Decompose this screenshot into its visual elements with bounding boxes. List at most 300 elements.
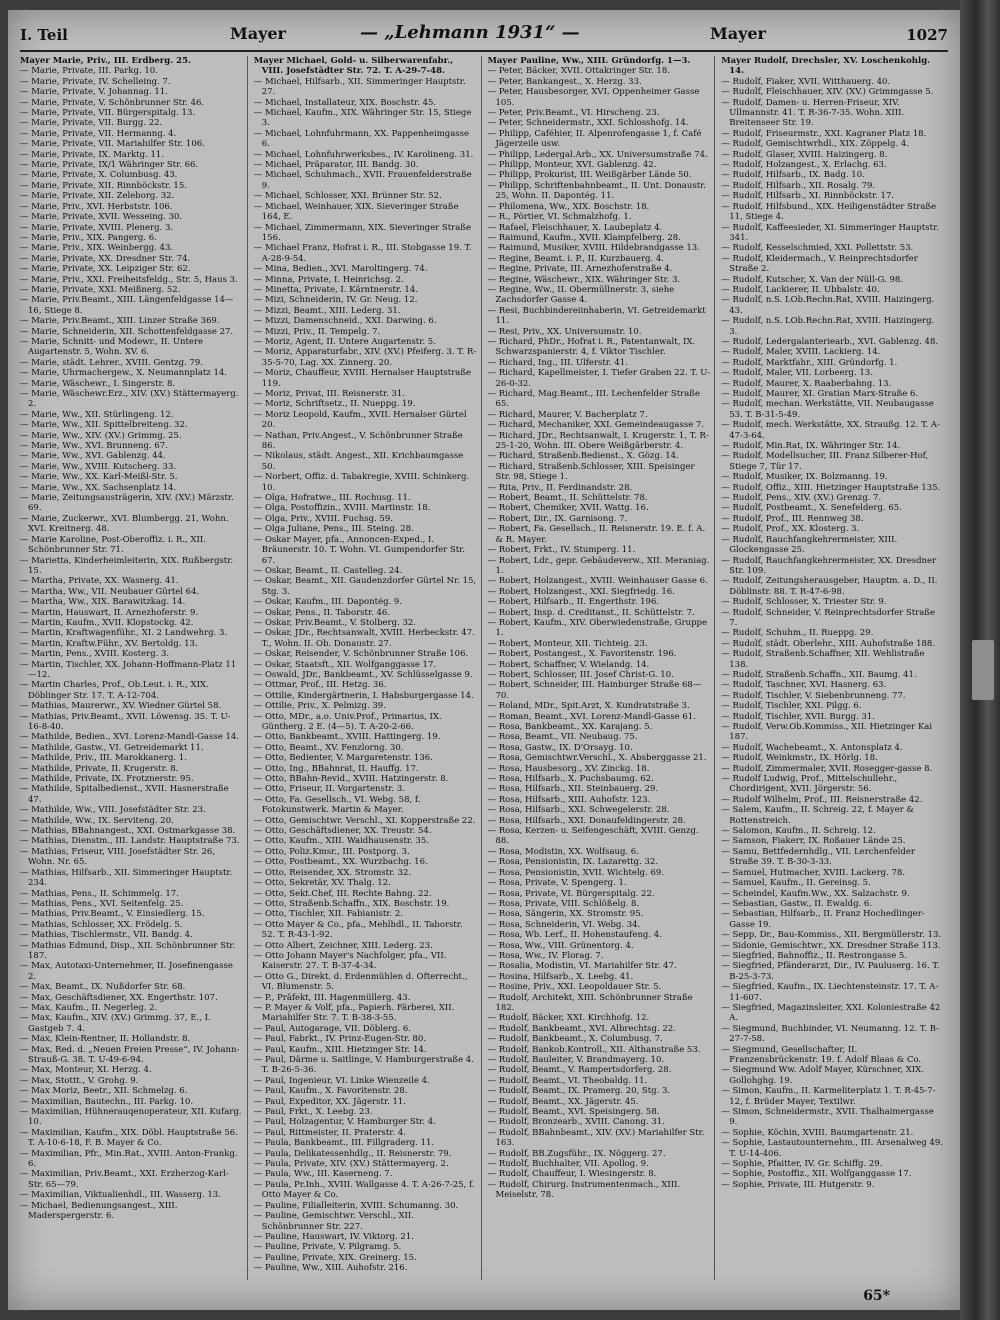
directory-entry: — Mathilde, Ww., IX. Serviteng. 20. <box>20 815 174 826</box>
directory-entry: — Mizzi, Damenschneid., XXI. Darwing. 6. <box>253 316 437 327</box>
directory-entry: — Robert, Dir., IX. Garnisong. 7. <box>487 513 628 524</box>
directory-entry: — Oskar, Beamt., XII. Gaudenzdorfer Gürtel Nr. 15, Stg. 3. <box>253 576 477 597</box>
directory-entry: — Rosine, Priv., XXI. Leopoldauer Str. 5. <box>487 982 662 993</box>
directory-entry: — Rudolf, Verw.Ob.Kommiss., XII. Hietzinger Kai 187. <box>721 722 933 743</box>
directory-entry: — Pauline, Ww., XIII. Auhofstr. 216. <box>253 1263 408 1274</box>
directory-entry: — Marie, Private, IV. Schelleing. 7. <box>20 76 171 87</box>
directory-entry: — P. Mayer & Volf, pfa., Papierh. Färberei, XII. Mariahilfer Str. 7. T. B-38-3-55. <box>253 1002 455 1024</box>
directory-entry: — Samuel, Kaufm., II. Gereinsg. 5. <box>721 878 871 889</box>
directory-entry: — Rudolf, Hilfsbund., XIX. Heiligenstädter Straße 11, Stiege 4. <box>721 201 937 223</box>
directory-entry: — Pauline, Filialleiterin, XVIII. Schumanng. 30. <box>253 1200 459 1211</box>
directory-entry: — Moriz, Agent, II. Untere Augartenstr. 5. <box>253 336 436 347</box>
directory-entry: — Resi, Buchbindereiinhaberin, VI. Getreidemarkt 11. <box>487 305 706 327</box>
directory-entry: — Peter, Priv.Beamt., VI. Hirscheng. 23. <box>487 108 660 119</box>
directory-entry: — Marie, Private, XXI. Meißnerg. 52. <box>20 284 181 295</box>
directory-entry: — Rudolf, Buchhalter, VII. Apollog. 9. <box>487 1159 649 1170</box>
directory-entry: — Marie, Private, VII. Burgg. 22. <box>20 118 163 129</box>
directory-entry: — Marie, Private, III. Parkg. 10. <box>20 66 158 77</box>
directory-entry: — Mathilde, Private, IX. Frotznerstr. 95. <box>20 774 194 785</box>
directory-entry: — Roland, MDr., Spit.Arzt, X. Kundratstraße 3. <box>487 701 690 712</box>
directory-entry: — Rita, Priv., II. Ferdinandstr. 28. <box>487 482 633 493</box>
directory-entry: — Mathilde, Priv., III. Marokkanerg. 1. <box>20 753 187 764</box>
directory-entry: — Siegmund, Buchbinder, VI. Neumanng. 12. T. B-27-7-58. <box>721 1023 939 1045</box>
header-rule <box>20 50 948 52</box>
directory-entry: — Rosa, Sängerin, XX. Stromstr. 95. <box>487 909 644 920</box>
directory-entry: — Paul, Ingenieur, VI. Linke Wienzeile 4. <box>253 1075 430 1086</box>
directory-entry: — Mathias, Priv.Beamt., XVII. Löwensg. 35. T. U-16-8-40. <box>20 711 231 732</box>
directory-entry: — Michael, Zimmermann, XIX. Sieveringer Straße 156. <box>253 222 471 243</box>
directory-entry: — Robert, Chemiker, XVII. Wattg. 16. <box>487 503 649 514</box>
directory-entry: — Marie, Ww., XVI. Brunneng. 67. <box>20 441 168 452</box>
directory-entry: — Rosa, Pensionistin, XVII. Wichtelg. 69. <box>487 867 665 878</box>
directory-entry: — Max, Monteur, XI. Herzg. 4. <box>20 1065 152 1076</box>
directory-entry: — Otto, Geschäftsdiener, XX. Treustr. 54. <box>253 826 432 837</box>
directory-entry: Mayer Pauline, Ww., XIII. Gründorfg. 1—3. <box>487 56 691 66</box>
directory-entry: — Otto, Friseur, II. Vorgartenstr. 3. <box>253 784 405 795</box>
directory-entry: — Marie, Private, XVII. Wesseing. 30. <box>20 212 183 223</box>
directory-entry: — Marie, Private, VII. Bürgerspitalg. 13. <box>20 108 196 119</box>
directory-entry: — Rudolf, Pens., XIV. (XV.) Grenzg. 7. <box>721 493 882 504</box>
directory-entry: — Martin, Pens., XVIII. Kosterg. 3. <box>20 649 170 660</box>
directory-entry: — Oskar, Beamt., II. Castelleg. 24. <box>253 565 403 576</box>
directory-entry: — Philipp, Ledergal.Arb., XX. Universumstraße 74. <box>487 149 708 160</box>
directory-entry: — Otto Johann Mayer's Nachfolger, pfa., VII. Kaiserstr. 27. T. B-37-4-34. <box>253 950 447 972</box>
directory-entry: — Rosa, Pensionistin, IX. Lazarettg. 32. <box>487 857 659 868</box>
directory-entry: — Marie, Private, XII. Zeleborg. 32. <box>20 191 175 202</box>
directory-entry: — Philipp, Monteur, XVI. Gablenzg. 42. <box>487 160 657 171</box>
directory-entry: — Richard, Straßenb.Bedienst., X. Gözg. 14. <box>487 451 679 462</box>
directory-entry: — Marie, Priv., XIX. Weinbergg. 43. <box>20 243 174 254</box>
directory-entry: — Salomon, Kaufm., II. Schreig. 12. <box>721 826 876 837</box>
directory-entry: — Rudolf, städt. Oberlehr., XIII. Auhofstraße 188. <box>721 638 936 649</box>
directory-entry: — Rudolf, Schneider, V. Reinprechtsdorfer Straße 7. <box>721 607 936 628</box>
directory-entry: — Robert, Fa. Gesellsch., II. Reisnerstr. 19. E. f. A. & R. Mayer. <box>487 524 706 545</box>
directory-entry: — Oskar, Staatsft., XII. Wolfganggasse 17. <box>253 659 437 670</box>
directory-entry: — Simon, Schneidermstr., XVII. Thalhaimergasse 9. <box>721 1107 934 1128</box>
directory-entry: — Richard, Kapellmeister, I. Tiefer Graben 22. T. U-26-0-32. <box>487 368 711 389</box>
directory-entry: — Rosa, Hilfsarb., XXI. Donaufeldingerstr. 28. <box>487 815 686 826</box>
directory-entry: — Nathan, Priv.Angest., V. Schönbrunner Straße 86. <box>253 430 463 452</box>
directory-title: — „Lehmann 1931“ — <box>360 22 580 43</box>
directory-entry: — Oskar, Priv.Beamt., V. Stolberg. 32. <box>253 617 416 628</box>
directory-entry: — Rudolf, Chauffeur, I. Wiesingerstr. 8. <box>487 1169 657 1180</box>
directory-entry: — Marie, Private, XX. Leipziger Str. 62. <box>20 264 191 275</box>
directory-entry: — Ottmar, Prof., III. Hetzg. 36. <box>253 680 387 691</box>
directory-entry: — Robert, Holzangest., XXI. Siegfriedg. 16. <box>487 586 675 597</box>
directory-entry: — Marie, Priv., XXI. Freiheitsfeldg., Str. 5, Haus 3. <box>20 274 238 285</box>
directory-entry: — Robert, Postangest., X. Favoritenstr. 196. <box>487 649 677 660</box>
directory-entry: — Sophie, Private, III. Hutgerstr. 9. <box>721 1179 875 1190</box>
directory-entry: — Rudolf, Straßenb.Schaffn., XII. Baumg. 41. <box>721 669 917 680</box>
directory-entry: — Richard, Mechaniker, XXI. Gemeindeaugasse 7. <box>487 420 705 431</box>
directory-entry: — Marie, Uhrmachergew., X. Neumannplatz 14. <box>20 368 228 379</box>
directory-entry: — Mathilde, Bedien., XVI. Lorenz-Mandl-Gasse 14. <box>20 732 239 743</box>
directory-entry: — Maximilian, Hühnerauqenoperateur, XII. Kufarg. 10. <box>20 1107 242 1128</box>
directory-entry: — Otto, Poliz.Kmsr., III. Postporg. 3. <box>253 846 410 857</box>
directory-entry: — Mathias, Priv.Beamt., V. Einsiedlerg. 15. <box>20 909 205 920</box>
directory-entry: — Samson, Fiakerr, IX. Roßauer Lände 25. <box>721 836 906 847</box>
directory-entry: — Marie, Ww., XX. Karl-Meißl-Str. 5. <box>20 472 178 483</box>
directory-entry: — Paul, Expeditor, XX. Jägerstr. 11. <box>253 1096 406 1107</box>
directory-entry: — Paul, Därme u. Saitlinge, V. Hamburgerstraße 4. T. B-26-5-36. <box>253 1055 474 1076</box>
directory-entry: — Martin, Tischler, XX. Johann-Hoffmann-Platz 11—12. <box>20 659 237 680</box>
directory-entry: — Siegfried, Bahnoffiz., II. Restrongasse 5. <box>721 950 908 961</box>
directory-entry: — Sophie, Lastautounternehm., III. Arsenalweg 49. T. U-14-406. <box>721 1138 943 1159</box>
directory-entry: — Rudolf, Beamt., IX. Pramerg. 20, Stg. 3. <box>487 1086 671 1097</box>
directory-entry: — Robert, Frkt., IV. Stumperg. 11. <box>487 545 636 556</box>
directory-entry: — Paula, Private, XIV. (XV.) Stättermayerg. 2. <box>253 1159 449 1170</box>
directory-entry: — Mathias, Hilfsarb., XII. Simmeringer Hauptstr. 234. <box>20 867 233 889</box>
directory-entry: — Rudolf, Bankbeamt., X. Columbusg. 7. <box>487 1034 663 1045</box>
directory-entry: — Otto, Kaufm., XIII. Waidhausenstr. 35. <box>253 836 429 847</box>
directory-entry: — Rudolf, Hilfsarb., XII. Rosalg. 79. <box>721 180 876 191</box>
directory-entry: — Oskar, Kaufm., III. Dapontég. 9. <box>253 597 403 608</box>
directory-entry: — Peter, Schneidermstr., XXI. Schlosshofg. 14. <box>487 118 689 129</box>
directory-entry: — Michael, Schuhmach., XVII. Frauenfelderstraße 9. <box>253 170 472 191</box>
entry-columns <box>20 56 948 1280</box>
directory-entry: — Marie, Ww., XII. Stürlingeng. 12. <box>20 409 174 420</box>
directory-entry: — Michael, Hilfsarb., XII. Simmeringer Hauptstr. 27. <box>253 76 466 98</box>
directory-entry: — Max, Klein-Rentner, II. Hollandstr. 8. <box>20 1034 191 1045</box>
directory-entry: — Marie, Priv.Beamt., XIII. Längenfeldgasse 14—16, Stiege 8. <box>20 295 234 316</box>
directory-entry: — R., Pörtier, VI. Schmalzhofg. 1. <box>487 212 632 223</box>
directory-entry: — Rosina, Hilfsarb., X. Leebg. 41. <box>487 971 634 982</box>
directory-entry: — Rudolf, Lackierer, II. Ubbalstr. 40. <box>721 284 880 295</box>
directory-entry: — Siegfried, Magazinsleiter, XXI. Koloniestraße 42 A. <box>721 1002 941 1024</box>
directory-entry: — Rudolf, Gemischtwrhdl., XIX. Zöppelg. 4. <box>721 139 910 150</box>
directory-entry: — Pauline, Gemischtwr. Verschl., XII. Schönbrunner Str. 227. <box>253 1211 414 1232</box>
directory-entry: — Marie, Private, X. Columbusg. 43. <box>20 170 178 181</box>
directory-entry: — Martha, Ww., VII. Neubauer Gürtel 64. <box>20 586 200 597</box>
directory-entry: — Regine, Beamt. i. P., II. Kurzbauerg. 4. <box>487 253 664 264</box>
directory-entry: — Mizi, Schneiderin, IV. Gr. Neug. 12. <box>253 295 418 306</box>
column-4 <box>721 56 948 1280</box>
directory-entry: — Robert, Hilfsarb., II. Engerthstr. 196. <box>487 597 660 608</box>
directory-entry: — Otto, Bedienter, V. Margaretenstr. 136. <box>253 753 433 764</box>
directory-entry: — Raimund, Kaufm., XVII. Klampfelberg. 28. <box>487 232 681 243</box>
directory-entry: — Mathias, Maurerwr., XV. Wiedner Gürtel 58. <box>20 701 222 712</box>
directory-entry: — Rudolf, Bankob.Kontroll., XII. Althanstraße 53. <box>487 1044 701 1055</box>
column-3 <box>488 56 716 1280</box>
directory-entry: — Mathias, Schlosser, XX. Frödelg. 5. <box>20 919 183 930</box>
directory-entry: — Rudolf, Bauleiter, V. Brandmayerg. 10. <box>487 1055 665 1065</box>
directory-entry: — Pauline, Private, V. Pilgramg. 5. <box>253 1242 402 1253</box>
directory-entry: — Max, Red. d. „Neuen Freien Presse“, IV. Johann-Strauß-G. 38. T. U-49-6-94. <box>20 1044 240 1065</box>
directory-entry: — Rudolf, Maurer, XI. Gratian Marx-Straße 6. <box>721 389 919 399</box>
directory-entry: — Rudolf, Beamt., VI. Theobaldg. 11. <box>487 1075 648 1086</box>
directory-entry: — Otto, BBahn-Revid., XVIII. Hatzingerstr. 8. <box>253 774 449 785</box>
directory-entry: — Rudolf, Zimmermaler, XVII. Rosegger-gasse 8. <box>721 763 933 774</box>
directory-entry: — Rudolf, Zeitungsherausgeber, Hauptm. a. D., II. Döblinstr. 88. T. R-47-6-98. <box>721 576 938 597</box>
directory-entry: — Robert, Kaufm., XIV. Oberwiedenstraße, Gruppe 1. <box>487 617 707 639</box>
directory-entry: — Rudolf, Wachebeamt., X. Antonsplatz 4. <box>721 742 903 753</box>
directory-entry: — Olga, Priv., XVIII. Fuchsg. 59. <box>253 513 393 524</box>
directory-entry: — Mathilde, Private, II. Krugerstr. 8. <box>20 763 179 774</box>
directory-entry: — Rosa, Ww., VIII. Grünentorg. 4. <box>487 940 634 951</box>
directory-entry: — Mathias, Dienstm., III. Landstr. Hauptstraße 73. <box>20 836 240 847</box>
page-number: 1027 <box>906 26 948 44</box>
directory-entry: — Otto, Sekt.Chef, III. Rechte Bahng. 22. <box>253 888 432 899</box>
directory-entry: — Paul, Kaufm., X. Favoritenstr. 28. <box>253 1086 408 1097</box>
directory-entry: — Rudolf, Offiz., XIII. Hietzinger Hauptstraße 135. <box>721 482 941 493</box>
directory-entry: — Rudolf, mech. Werkstätte, XX. Straußg. 12. T. A-47-3-64. <box>721 420 940 441</box>
directory-entry: — Marie, Wäschewr.Erz., XIV. (XV.) Stättermayerg. 2. <box>20 389 239 410</box>
directory-entry: — Rudolf, Tischler, V. Siebenbrunneng. 77. <box>721 690 906 701</box>
directory-entry: — Richard, Ing., III. Ulferstr. 41. <box>487 357 628 368</box>
directory-entry: — Robert, Schneider, III. Hainburger Straße 68—70. <box>487 680 702 701</box>
directory-entry: — Michael, Weinhauer, XIX. Sieveringer Straße 164, E. <box>253 201 459 223</box>
directory-entry: — Rudolf Wilhelm, Prof., III. Reisnerstraße 42. <box>721 794 923 805</box>
directory-entry: — Marie, Ww., XII. Spittelbreiteng. 32. <box>20 420 188 431</box>
directory-entry: — Marie, Zuckerwr., XVI. Blumbergg. 21, Wohn. XVI. Kreitnerg. 48. <box>20 513 229 535</box>
directory-entry: — Max Moriz, Beetr., XII. Schmelzg. 6. <box>20 1086 188 1097</box>
directory-entry: — Raimund, Musiker, XVIII. Hildebrandgasse 13. <box>487 243 700 254</box>
directory-entry: — Rosa, Schneiderin, VI. Webg. 34. <box>487 919 641 930</box>
directory-entry: — Marie, Private, XVIII. Plenerg. 3. <box>20 222 174 233</box>
directory-entry: — Peter, Bankangest., X. Herzg. 33. <box>487 76 642 87</box>
directory-entry: — Ottilie, Kindergärtnerin, I. Habsburgergasse 14. <box>253 690 474 701</box>
directory-entry: — Peter, Hausbesorger, XVI. Oppenheimer Gasse 105. <box>487 87 700 108</box>
directory-entry: — Minna, Private, I. Heinrichsg. 2. <box>253 274 404 285</box>
directory-entry: — Max, Kaufm., II. Negerleg. 2. <box>20 1002 158 1013</box>
directory-entry: — Minetta, Private, I. Kärntnerstr. 14. <box>253 284 418 295</box>
directory-entry: — Robert, Beamt., II. Schüttelstr. 78. <box>487 493 648 504</box>
directory-entry: — Moriz, Privat, III. Reisnerstr. 31. <box>253 389 406 399</box>
directory-entry: — Oskar, Reisender, V. Schönbrunner Straße 106. <box>253 649 469 660</box>
directory-entry: — Martin, Kaufm., XVII. Klopstockg. 42. <box>20 617 194 628</box>
directory-entry: — Robert, Schaffner, V. Wielandg. 14. <box>487 659 650 670</box>
directory-entry: — Rosa, Private, VI. Bürgerspitalg. 22. <box>487 888 655 899</box>
directory-entry: — Rudolf, Kutscher, X. Van der Nüll-G. 98. <box>721 274 903 285</box>
directory-entry: — Mizzi, Beamt., XIII. Lederg. 31. <box>253 305 401 316</box>
directory-entry: — Rudolf, n.S. LOb.Rechn.Rat, XVIII. Haizingerg. 43. <box>721 295 935 316</box>
directory-entry: — Marie, Private, IX. Marktg. 11. <box>20 149 164 160</box>
directory-entry: — Philipp, Prokurist, III. Weißgärber Lände 50. <box>487 170 692 181</box>
directory-entry: — Richard, Straßenb.Schlosser, XIII. Speisinger Str. 98, Stiege 1. <box>487 461 695 483</box>
directory-entry: — Otto G., Direkt. d. Erdenmühlen d. Ofterrecht., VI. Blumenstr. 5. <box>253 971 468 993</box>
directory-entry: — Marie, Ww., XX. Sachsenplatz 14. <box>20 482 177 493</box>
directory-entry: — Siegfried, Pfänderarzt, Dir., IV. Pauluserg. 16. T. B-25-3-73. <box>721 961 940 982</box>
directory-entry: — Rudolf, n.S. LOb.Rechn.Rat, XVIII. Haizingerg. 3. <box>721 316 935 337</box>
directory-entry: — Max, Autotaxi-Unternehmer, II. Josefinengasse 2. <box>20 961 233 982</box>
directory-entry: — Max, Stottt., V. Grohg. 9. <box>20 1075 139 1086</box>
directory-entry: — Rudolf, mechan. Werkstätte, VII. Neubaugasse 53. T. B-31-5-49. <box>721 399 934 420</box>
directory-entry: Mayer Rudolf, Drechsler, XV. Loschenkohlg. 14. <box>721 56 931 77</box>
directory-entry: — Otto, Postbeamt., XX. Wurzbachg. 16. <box>253 857 428 868</box>
directory-entry: — Martin, Hauswart, II. Arnezhoferstr. 9. <box>20 607 199 618</box>
directory-entry: — Maximilian, Kaufm., XIX. Döbl. Hauptstraße 56. T. A-10-6-18, F. B. Mayer & Co. <box>20 1127 238 1149</box>
directory-entry: — Oskar Mayer, pfa., Annoncen-Exped., I. Bräunerstr. 10. T. Wohn. VI. Gumpendorfer Str. 67. <box>253 534 465 566</box>
directory-entry: — Philomena, Ww., XIX. Boschstr. 18. <box>487 201 650 212</box>
directory-entry: — Otto, Fa. Gesellsch., VI. Webg. 58, f. Fotokunstwerk. Martin & Mayer. <box>253 794 421 816</box>
directory-entry: — Marie, Private, IX/1 Währinger Str. 66. <box>20 160 199 171</box>
directory-entry: — Rosa, Beamt., VII. Neubaug. 75. <box>487 732 638 743</box>
directory-entry: — Rudolf, Bäcker, XXI. Kirchhofg. 12. <box>487 1013 650 1024</box>
directory-entry: — Paula, Ww., III. Kaserneng. 7. <box>253 1169 393 1180</box>
directory-entry: — Mathias, Pens., XVI. Seitenfelg. 25. <box>20 898 184 909</box>
directory-entry: — Rosa, Modistin, XX. Wolfsaug. 6. <box>487 846 639 857</box>
directory-entry: — Michael, Kaufm., XIX. Währinger Str. 15, Stiege 3. <box>253 108 472 129</box>
directory-entry: — Otto, MDr., a.o. Univ.Prof., Primarius, IX. Güntherg. 2 E. (4—5). T. A-20-2-66. <box>253 711 442 732</box>
directory-entry: — Rudolf, Tischler, XXI. Pilgg. 6. <box>721 701 862 712</box>
directory-entry: — Maximilian, Viktualienhdl., III. Wasserg. 13. <box>20 1190 221 1201</box>
signature-mark: 65* <box>863 1288 890 1304</box>
directory-entry: — Oswald, JDr., Bankbeamt., XV. Schlüsselgasse 9. <box>253 669 473 680</box>
directory-entry: — Michael Franz, Hofrat i. R., III. Stobgasse 19. T. A-28-9-54. <box>253 243 472 264</box>
directory-entry: — Marie, Private, V. Schönbrunner Str. 46. <box>20 97 205 108</box>
directory-entry: — Moriz, Schriftsetz., II. Nueppg. 19. <box>253 399 416 410</box>
directory-entry: — Marie, Private, XII. Rinnböckstr. 15. <box>20 180 187 191</box>
directory-entry: — Marie, Schnitt- und Modewr., II. Untere Augartenstr. 5, Wohn. XV. 6. <box>20 336 204 358</box>
directory-entry: — Marie, Private, XX. Dresdner Str. 74. <box>20 253 191 264</box>
directory-entry: — Paula, Pr.Inh., XVIII. Wallgasse 4. T. A-26-7-25, f. Otto Mayer & Co. <box>253 1179 475 1201</box>
directory-entry: — Richard, JDr., Rechtsanwalt, I. Krugerstr. 1, T. R-25-1-20, Wohn. III. Obere Weißgärberstr. 4. <box>487 430 709 452</box>
directory-entry: — Rudolf, Ledergalanteriearb., XVI. Gablenzg. 48. <box>721 336 939 347</box>
directory-entry: — Rudolf, Hilfsarb., IX. Badg. 10. <box>721 170 865 181</box>
directory-entry: — Marie, Ww., XVIII. Kutscherg. 33. <box>20 461 177 472</box>
directory-entry: — Roman, Beamt., XVI. Lorenz-Mandl-Gasse 61. <box>487 711 696 722</box>
directory-entry: — Robert, Ldr., gepr. Gebäudeverw., XII. Meraniag. 1. <box>487 555 710 576</box>
directory-entry: — Mathilde, Ww., VIII. Josefstädter Str. 23. <box>20 805 206 816</box>
directory-entry: — Rosa, Hilfsarb., XXI. Schwegelerstr. 28. <box>487 805 670 816</box>
directory-entry: — Maximilian, Pfr., Min.Rat., XVIII. Anton-Frankg. 6. <box>20 1148 238 1170</box>
directory-entry: — Rudolf, Postbeamt., X. Senefelderg. 65. <box>721 503 902 514</box>
directory-entry: — Samu, Bettfedernhdlg., VII. Lerchenfelder Straße 39. T. B-30-3-33. <box>721 846 915 868</box>
directory-entry: — Nikolaus, städt. Angest., XII. Krichbaumgasse 50. <box>253 451 464 472</box>
directory-entry: — Rosa, Private, VIII. Schlößelg. 8. <box>487 898 640 909</box>
directory-entry: — Rudolf, Glaser, XVIII. Haizingerg. 8. <box>721 149 888 160</box>
directory-entry: — Rosa, Gemischtwr.Verschl., X. Absberggasse 21. <box>487 753 707 764</box>
directory-entry: — Paula, Delikatessenhdlg., II. Reisnerstr. 79. <box>253 1148 452 1159</box>
edge-tab <box>972 640 994 700</box>
directory-entry: — Rudolf, Holzangest., X. Erlachg. 63. <box>721 160 887 171</box>
directory-entry: — Martin, Kraftw.Führ., XV. Bertoldg. 13. <box>20 638 198 649</box>
directory-entry: — Siegmund Ww. Adolf Mayer, Kürschner, XIX. Gollohghg. 19. <box>721 1065 924 1086</box>
directory-entry: — Rosa, Hilfsarb., X. Puchsbaumg. 62. <box>487 774 654 785</box>
directory-entry: — Paul, Fabrkt., IV. Prinz-Eugen-Str. 80. <box>253 1034 427 1045</box>
directory-entry: — Martin Charles, Prof., Ob.Leut. i. R., XIX. Döblinger Str. 17. T. A-12-704. <box>20 680 209 701</box>
directory-entry: — Otto, Beamt., XV. Fenzlorng. 30. <box>253 742 404 753</box>
directory-entry: — Max, Beamt., IX. Nußdorfer Str. 68. <box>20 982 186 993</box>
directory-entry: — Michael, Schlosser, XXI. Brünner Str. 52. <box>253 191 442 202</box>
directory-entry: — Philipp, Schriftenbahnbeamt., II. Unt. Donaustr. 25, Wohn. II. Dapontég. 11. <box>487 180 706 202</box>
directory-entry: — Moriz Leopold, Kaufm., XVII. Hernalser Gürtel 20. <box>253 409 467 431</box>
directory-entry: — Otto, Bankbeamt., XVIII. Hattingerg. 19. <box>253 732 441 743</box>
directory-entry: — Rosa, Hausbesorg., XV. Zinckg. 18. <box>487 763 650 774</box>
directory-entry: — Otto, Tischler, XII. Fabianistr. 2. <box>253 909 403 920</box>
directory-entry: — Sebastian, Gastw., II. Ewaldg. 6. <box>721 898 873 909</box>
directory-entry: — Rudolf, Architekt, XIII. Schönbrunner Straße 182. <box>487 992 693 1013</box>
directory-entry: — Rosa, Private, V. Spengerg. 1. <box>487 878 627 889</box>
directory-entry: — Paul, Rittmeister, II. Praterstr. 4. <box>253 1127 406 1138</box>
directory-entry: — Marietta, Kinderheimleiterin, XIX. Rußbergstr. 15. <box>20 555 234 576</box>
directory-entry: — Marie, Priv., XVI. Herbststr. 106. <box>20 201 173 212</box>
directory-entry: — Otto, Ing., BBahnrat, II. Hauffg. 17. <box>253 763 419 774</box>
directory-entry: — Rudolf, Maurer, X. Raaberbahng. 13. <box>721 378 892 389</box>
directory-entry: — Robert, Insp. d. Creditanst., II. Schüttelstr. 7. <box>487 607 695 618</box>
directory-entry: — Rosalia, Modistin, VI. Mariahilfer Str. 47. <box>487 961 677 972</box>
directory-entry: — Marie, Private, V. Johannag. 11. <box>20 87 168 98</box>
directory-entry: — Mizzi, Priv., II. Tempelg. 7. <box>253 326 381 337</box>
directory-entry: — Regine, Private, III. Arnezhoferstraße 4. <box>487 264 673 275</box>
directory-entry: — Rudolf, Fleischhauer, XIV. (XV.) Grimmgasse 5. <box>721 87 934 98</box>
directory-entry: — Rudolf, Hilfsarb., XI. Rinnböckstr. 17. <box>721 191 895 202</box>
directory-entry: — Martha, Ww., XIX. Barawitzkag. 14. <box>20 597 186 608</box>
directory-entry: — Rudolf, Rauchfangkehrermeister, XX. Dresdner Str. 109. <box>721 555 937 576</box>
directory-entry: — Marie, Schneiderin, XII. Schottenfeldgasse 27. <box>20 326 234 337</box>
directory-entry: — Otto, Reisender, XX. Stromstr. 32. <box>253 867 412 878</box>
directory-entry: — Rudolf, Schuhm., II. Rueppg. 29. <box>721 628 874 639</box>
directory-entry: — Marie, städt. Lehrer., XVIII. Gentzg. 79. <box>20 357 203 368</box>
directory-entry: — Rudolf, Rauchfangkehrermeister, XIII. Glockengasse 25. <box>721 534 898 556</box>
directory-entry: — Regine, Wäschewr., XIX. Währinger Str. 3. <box>487 274 681 285</box>
directory-entry: — Oskar, JDr., Rechtsanwalt, XVIII. Herbeckstr. 47. T., Wohn. II. Ob. Donaustr. 27. <box>253 628 475 649</box>
part-label: I. Teil <box>20 26 68 44</box>
directory-entry: — Paul, Autogarage, VII. Döblerg. 6. <box>253 1023 412 1034</box>
directory-entry: — Olga, Postoffizin., XVIII. Martinstr. 18. <box>253 503 431 514</box>
directory-entry: — Rudolf, Modellsucher, III. Franz Silberer-Hof, Stiege 7, Tür 17. <box>721 451 929 472</box>
column-1 <box>20 56 248 1280</box>
directory-entry: — Rosa, Kerzen- u. Seifengeschäft, XVIII. Genzg. 88. <box>487 826 699 847</box>
directory-entry: — Max, Kaufm., XIV. (XV.) Grimmg. 37, E., I. Gastgeb 7. 4. <box>20 1013 211 1034</box>
directory-entry: — Rudolf, Weinkmstr., IX. Hörlg. 18. <box>721 753 878 764</box>
directory-entry: — Michael, Präparator, III. Bandg. 30. <box>253 160 419 171</box>
directory-entry: — Marie, Wäschewr., I. Singerstr. 8. <box>20 378 176 389</box>
directory-entry: — Rudolf, Straßenb.Schaffner, XII. Wehlistraße 138. <box>721 649 925 670</box>
directory-entry: — Peter, Bäcker, XVII. Ottakringer Str. 18. <box>487 66 670 77</box>
directory-entry: — Sebastian, Hilfsarb., II. Franz Hochedlinger-Gasse 19. <box>721 909 925 930</box>
directory-entry: — Robert, Schlosser, III. Josef Christ-G. 10. <box>487 669 674 680</box>
directory-entry: — Rudolf, Fiaker, XVII. Witthauerg. 40. <box>721 76 891 87</box>
directory-entry: — Martha, Private, XX. Wasnerg. 41. <box>20 576 179 587</box>
running-head-right: Mayer <box>710 24 766 43</box>
directory-entry: — Mathias, BBahnangest., XXI. Ostmarkgasse 38. <box>20 826 236 837</box>
directory-entry: — Rafael, Fleischhauer, X. Laubeplatz 4. <box>487 222 663 233</box>
directory-entry: — Marie, Priv., XIX. Pangerg. 6. <box>20 232 157 243</box>
directory-entry: — Rudolf, Damen- u. Herren-Friseur, XIV. Ullmannstr. 41. T. R-36-7-35. Wohn. XIII. Breitenseer Str. 19. <box>721 97 905 129</box>
book-edge <box>960 0 1000 1320</box>
directory-entry: — Rosa, Hilfsarb., XIII. Auhofstr. 123. <box>487 794 651 805</box>
directory-entry: — Marie, Private, VII. Mariahilfer Str. 106. <box>20 139 205 150</box>
directory-entry: — Sophie, Pfaitter, IV. Gr. Schiffg. 29. <box>721 1159 883 1170</box>
directory-entry: — Moriz, Chauffeur, XVIII. Hernalser Hauptstraße 119. <box>253 368 472 389</box>
directory-entry: — Marie Karoline, Post-Oberoffiz. i. R., XII. Schönbrunner Str. 71. <box>20 534 206 556</box>
directory-entry: — Rosa, Gastw., IX. D'Orsayg. 10. <box>487 742 633 753</box>
directory-entry: — Rudolf, Bankbeamt., XVI. Albrechtsg. 22. <box>487 1023 676 1034</box>
directory-entry: — Rudolf, Beamt., XX. Jägerstr. 45. <box>487 1096 639 1107</box>
directory-entry: — Rudolf, Beamt., XVI. Speisingerg. 58. <box>487 1107 660 1118</box>
directory-entry: — Siegmund, Gesellschafter, II. Franzensbrückenstr. 19. f. Adolf Blaas & Co. <box>721 1044 922 1065</box>
directory-entry: — Richard, PhDr., Hofrat i. R., Patentanwalt, IX. Schwarzspanierstr. 4, f. Viktor Tischler. <box>487 336 696 358</box>
directory-entry: — Paul, Kaufm., XIII. Hietzinger Str. 14. <box>253 1044 427 1055</box>
directory-entry: — Rosa, Hilfsarb., XII. Steinbauerg. 29. <box>487 784 659 795</box>
directory-entry: — Michael, Lohnfuhrwerksbes., IV. Karolineng. 31. <box>253 149 474 160</box>
directory-entry: — Samuel, Hutmacher, XVIII. Lackerg. 78. <box>721 867 906 878</box>
directory-entry: — Michael, Bedienungsangest., XIII. Maderspergerstr. 6. <box>20 1200 178 1222</box>
directory-entry: — Rudolf, Tischler, XVII. Burgg. 31. <box>721 711 876 722</box>
directory-entry: — Rudolf, BBahnbeamt., XIV. (XV.) Mariahilfer Str. 163. <box>487 1127 705 1149</box>
directory-entry: — Olga, Hofratwe., III. Rochusg. 11. <box>253 493 411 504</box>
directory-entry: — Rudolf, Marktfahr., XIII. Gründorfg. 1. <box>721 357 898 368</box>
directory-entry: — Michael, Installateur, XIX. Boschstr. 45. <box>253 97 437 108</box>
directory-entry: — Mathias, Friseur, VIII. Josefstädter Str. 26, Wohn. Nr. 65. <box>20 846 215 868</box>
directory-entry: — Salem, Kaufm., II. Schreig. 22, f. Mayer & Rottenstreich. <box>721 805 914 826</box>
directory-entry: — Mina, Bedien., XVI. Maroltingerg. 74. <box>253 264 428 275</box>
directory-entry: — Rosa, Ww., IV. Florag. 7. <box>487 950 604 961</box>
directory-entry: — Rudolf, BB.Zugsführ., IX. Nöggerg. 27. <box>487 1148 666 1159</box>
directory-entry: — Sophie, Köchin, XVIII. Baumgartenstr. 21. <box>721 1127 914 1138</box>
directory-entry: — Moriz, Apparaturfabr., XIV. (XV.) Pfeiferg. 3. T. R-35-5-70, Lag. XX. Zinnerg. 20. <box>253 347 477 368</box>
